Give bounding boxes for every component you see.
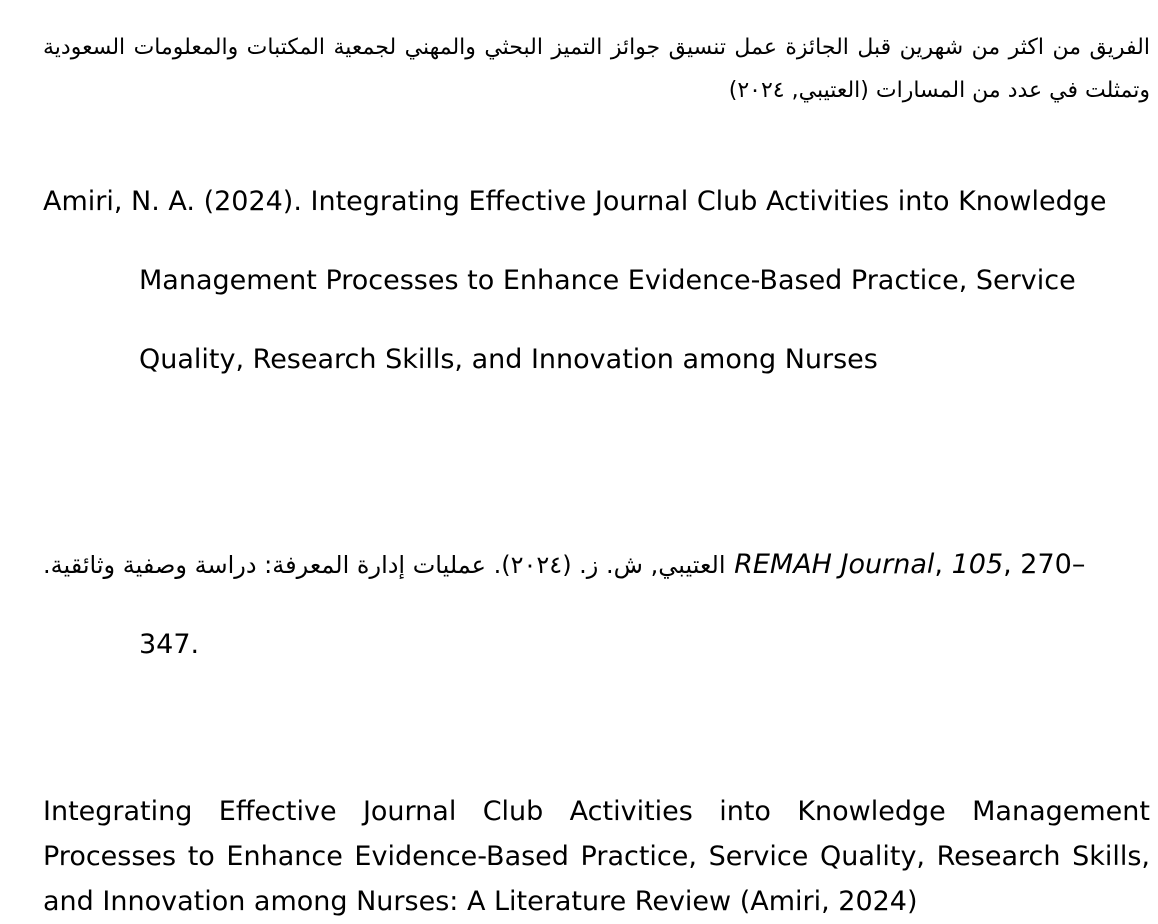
- arabic-paragraph: الفريق من اكثر من شهرين قبل الجائزة عمل تنسيق جوائز التميز البحثي والمهني لجمعية المكتبات والمعلومات السعودية وتمثلت في عدد من المسارات (العتيبي, ٢٠٢٤): [43, 35, 1150, 103]
- reference-otaibi-volume: 105: [951, 549, 1004, 580]
- reference-otaibi-separator: ,: [934, 549, 952, 580]
- reference-otaibi-pages-start: , 270–: [1003, 549, 1086, 580]
- closing-paragraph: Integrating Effective Journal Club Activities into Knowledge Management Processes to Enhance Evidence-Based Practice, Service Quality, Research Skills, and Innovation among Nurses: A Literature Review (Amiri, 2024): [43, 796, 1150, 917]
- reference-otaibi-journal: REMAH Journal: [734, 549, 935, 580]
- reference-amiri-line-1: Amiri, N. A. (2024). Integrating Effective Journal Club Activities into Knowledge: [43, 186, 1107, 217]
- reference-amiri-line-3: Quality, Research Skills, and Innovation among Nurses: [139, 344, 878, 375]
- reference-otaibi-pages-end: 347.: [139, 629, 200, 660]
- reference-amiri: [43, 162, 1150, 399]
- reference-otaibi: [43, 525, 1150, 684]
- reference-amiri-line-2: Management Processes to Enhance Evidence-Based Practice, Service: [139, 265, 1076, 296]
- reference-otaibi-arabic: العتيبي, ش. ز. (٢٠٢٤). عمليات إدارة المعرفة: دراسة وصفية وثائقية.: [43, 551, 726, 579]
- reference-otaibi-line-1: [43, 525, 1150, 605]
